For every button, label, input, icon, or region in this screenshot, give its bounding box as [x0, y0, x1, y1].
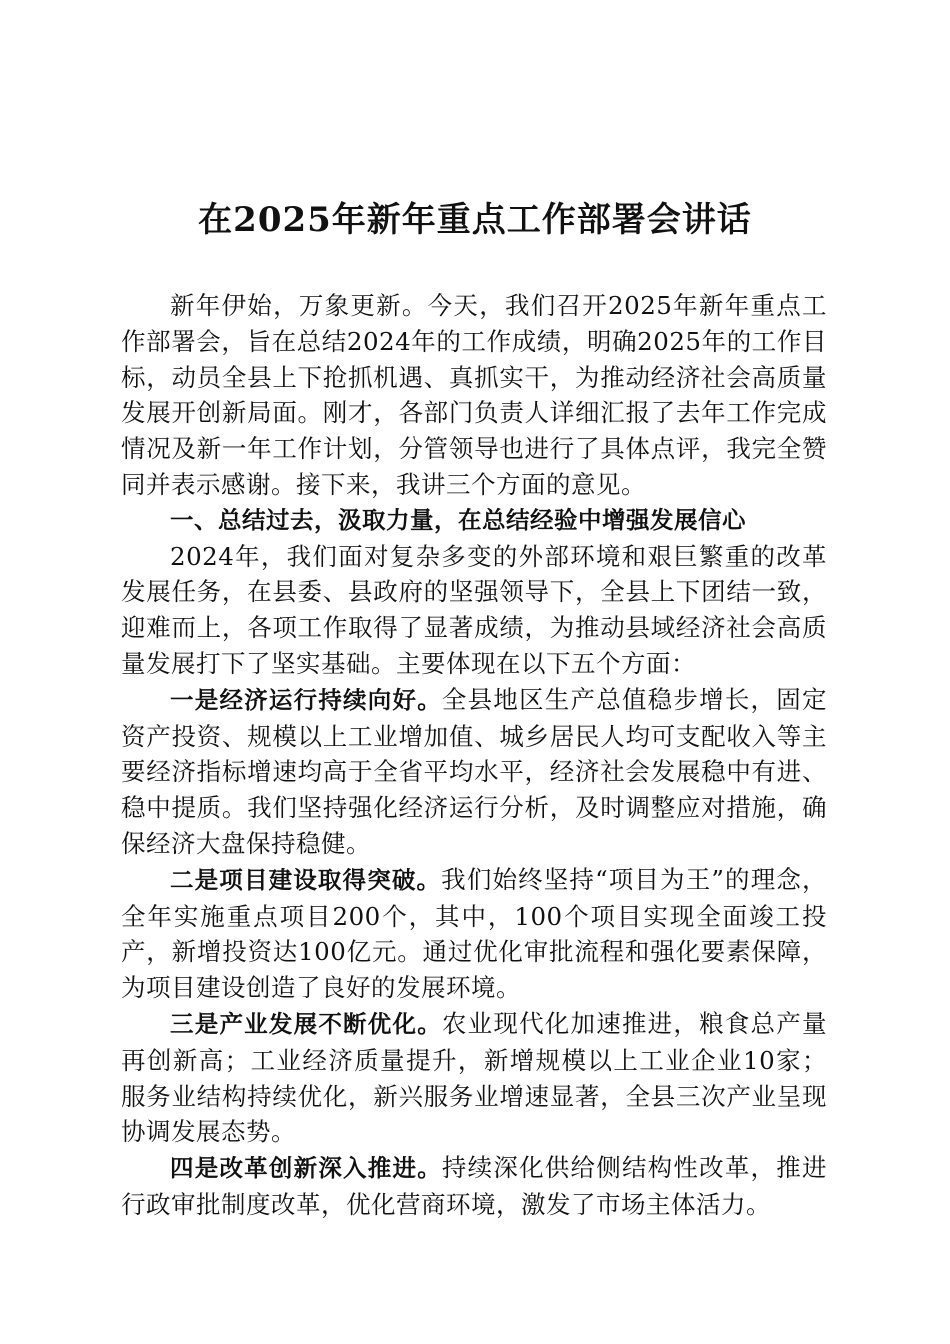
point-paragraph-2: [121, 862, 827, 1006]
point-lead-2: 二是项目建设取得突破。: [170, 865, 442, 894]
point-paragraph-4: [121, 1150, 827, 1223]
point-text-1: 全县地区生产总值稳步增长，固定资产投资、规模以上工业增加值、城乡居民人均可支配收入等主要经济指标增速均高于全省平均水平，经济社会发展稳中有进、稳中提质。我们坚持强化经济运行分析，及时调整应对措施，确保经济大盘保持稳健。: [121, 684, 828, 858]
point-paragraph-1: [121, 682, 827, 862]
document-body: [121, 288, 827, 1223]
point-text-3: 农业现代化加速推进，粮食总产量再创新高；工业经济质量提升，新增规模以上工业企业10家；服务业结构持续优化，新兴服务业增速显著，全县三次产业呈现协调发展态势。: [121, 1008, 828, 1147]
intro-paragraph: 新年伊始，万象更新。今天，我们召开2025年新年重点工作部署会，旨在总结2024年的工作成绩，明确2025年的工作目标，动员全县上下抢抓机遇、真抓实干，为推动经济社会高质量发展开创新局面。刚才，各部门负责人详细汇报了去年工作完成情况及新一年工作计划，分管领导也进行了具体点评，我完全赞同并表示感谢。接下来，我讲三个方面的意见。: [121, 291, 827, 499]
document-title: 在2025年新年重点工作部署会讲话: [198, 200, 752, 240]
point-text-2: 我们始终坚持“项目为王”的理念，全年实施重点项目200个，其中，100个项目实现全面竣工投产，新增投资达100亿元。通过优化审批流程和强化要素保障，为项目建设创造了良好的发展环境。: [121, 864, 827, 1003]
point-paragraph-3: [121, 1006, 827, 1150]
point-lead-4: 四是改革创新深入推进。: [170, 1154, 442, 1183]
point-lead-3: 三是产业发展不断优化。: [170, 1009, 442, 1038]
point-text-4: 持续深化供给侧结构性改革，推进行政审批制度改革，优化营商环境，激发了市场主体活力。: [121, 1153, 828, 1219]
point-lead-1: 一是经济运行持续向好。: [170, 685, 442, 714]
section-summary-paragraph: 2024年，我们面对复杂多变的外部环境和艰巨繁重的改革发展任务，在县委、县政府的坚强领导下，全县上下团结一致，迎难而上，各项工作取得了显著成绩，为推动县域经济社会高质量发展打下了坚实基础。主要体现在以下五个方面：: [121, 541, 827, 678]
section-heading-1: 一、总结过去，汲取力量，在总结经验中增强发展信心: [170, 505, 746, 534]
